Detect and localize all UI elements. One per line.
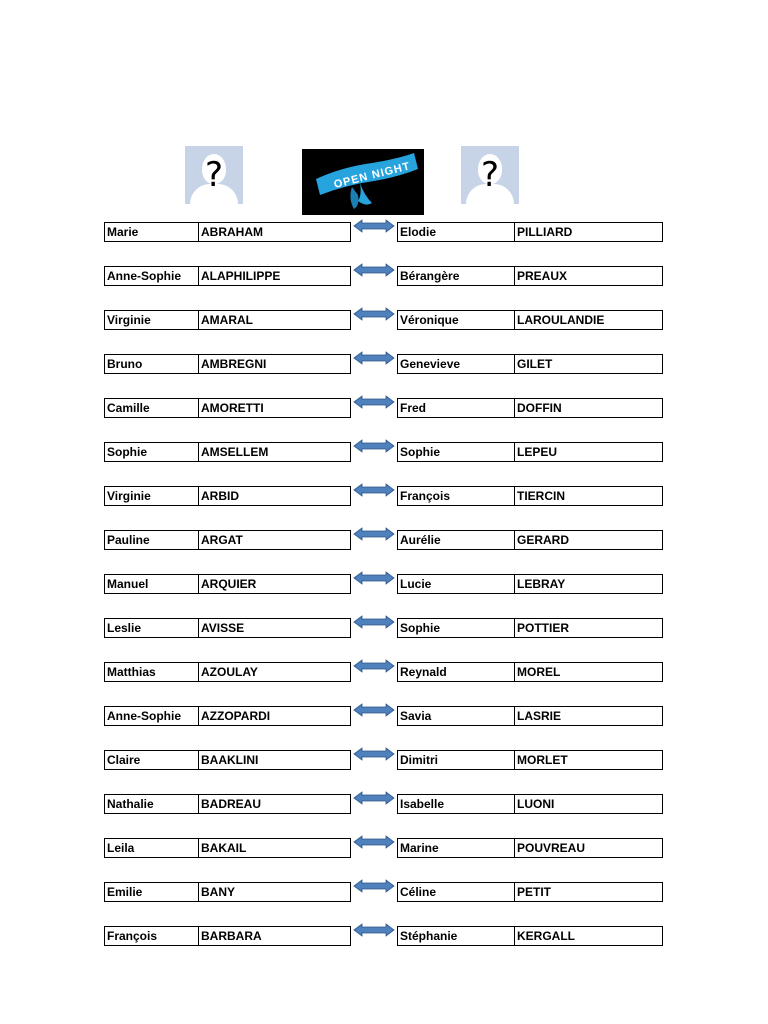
pair-row (104, 882, 664, 902)
left-avatar-placeholder (185, 146, 243, 204)
last-name-right: GILET (514, 354, 663, 374)
first-name-left: Virginie (104, 310, 199, 330)
last-name-left: ARGAT (198, 530, 351, 550)
first-name-left: Nathalie (104, 794, 199, 814)
double-arrow-icon (353, 350, 395, 366)
first-name-left: Emilie (104, 882, 199, 902)
first-name-right: Sophie (397, 618, 515, 638)
first-name-left: Anne-Sophie (104, 266, 199, 286)
pair-row (104, 838, 664, 858)
last-name-right: DOFFIN (514, 398, 663, 418)
first-name-right: Aurélie (397, 530, 515, 550)
pair-row (104, 706, 664, 726)
first-name-right: Isabelle (397, 794, 515, 814)
last-name-right: POUVREAU (514, 838, 663, 858)
first-name-right: Genevieve (397, 354, 515, 374)
last-name-right: MORLET (514, 750, 663, 770)
first-name-right: François (397, 486, 515, 506)
last-name-left: AMBREGNI (198, 354, 351, 374)
pair-row (104, 310, 664, 330)
first-name-right: Fred (397, 398, 515, 418)
pair-row (104, 926, 664, 946)
last-name-right: LAROULANDIE (514, 310, 663, 330)
pair-row (104, 222, 664, 242)
last-name-right: LEPEU (514, 442, 663, 462)
first-name-left: Marie (104, 222, 199, 242)
first-name-left: Camille (104, 398, 199, 418)
pair-row (104, 530, 664, 550)
first-name-right: Lucie (397, 574, 515, 594)
first-name-right: Véronique (397, 310, 515, 330)
last-name-right: PREAUX (514, 266, 663, 286)
first-name-right: Sophie (397, 442, 515, 462)
first-name-left: Manuel (104, 574, 199, 594)
double-arrow-icon (353, 306, 395, 322)
first-name-right: Marine (397, 838, 515, 858)
first-name-left: Pauline (104, 530, 199, 550)
last-name-left: BANY (198, 882, 351, 902)
last-name-left: BAAKLINI (198, 750, 351, 770)
last-name-left: ALAPHILIPPE (198, 266, 351, 286)
last-name-right: TIERCIN (514, 486, 663, 506)
double-arrow-icon (353, 526, 395, 542)
double-arrow-icon (353, 394, 395, 410)
first-name-right: Bérangère (397, 266, 515, 286)
last-name-right: PETIT (514, 882, 663, 902)
last-name-right: MOREL (514, 662, 663, 682)
pair-row (104, 574, 664, 594)
first-name-left: Sophie (104, 442, 199, 462)
last-name-right: LASRIE (514, 706, 663, 726)
right-avatar-placeholder (461, 146, 519, 204)
left-avatar-question-mark: ? (204, 155, 224, 195)
double-arrow-icon (353, 878, 395, 894)
double-arrow-icon (353, 834, 395, 850)
last-name-left: BARBARA (198, 926, 351, 946)
pair-row (104, 398, 664, 418)
pair-row (104, 750, 664, 770)
last-name-left: BADREAU (198, 794, 351, 814)
last-name-right: POTTIER (514, 618, 663, 638)
last-name-right: PILLIARD (514, 222, 663, 242)
first-name-right: Stéphanie (397, 926, 515, 946)
open-night-logo (302, 149, 424, 215)
double-arrow-icon (353, 570, 395, 586)
last-name-left: ARQUIER (198, 574, 351, 594)
double-arrow-icon (353, 614, 395, 630)
first-name-left: Leslie (104, 618, 199, 638)
last-name-left: AZOULAY (198, 662, 351, 682)
pair-row (104, 354, 664, 374)
last-name-left: ABRAHAM (198, 222, 351, 242)
last-name-right: LEBRAY (514, 574, 663, 594)
double-arrow-icon (353, 262, 395, 278)
first-name-right: Céline (397, 882, 515, 902)
first-name-right: Elodie (397, 222, 515, 242)
logo-text: OPEN NIGHT (332, 160, 412, 191)
double-arrow-icon (353, 922, 395, 938)
first-name-left: Bruno (104, 354, 199, 374)
double-arrow-icon (353, 438, 395, 454)
double-arrow-icon (353, 702, 395, 718)
right-avatar-question-mark: ? (480, 155, 500, 195)
double-arrow-icon (353, 218, 395, 234)
first-name-left: Virginie (104, 486, 199, 506)
first-name-right: Dimitri (397, 750, 515, 770)
first-name-left: Matthias (104, 662, 199, 682)
last-name-left: AVISSE (198, 618, 351, 638)
double-arrow-icon (353, 746, 395, 762)
last-name-left: AMARAL (198, 310, 351, 330)
first-name-left: Leila (104, 838, 199, 858)
pair-row (104, 442, 664, 462)
pair-row (104, 618, 664, 638)
double-arrow-icon (353, 790, 395, 806)
double-arrow-icon (353, 658, 395, 674)
pair-row (104, 662, 664, 682)
first-name-right: Savia (397, 706, 515, 726)
pair-row (104, 794, 664, 814)
last-name-right: KERGALL (514, 926, 663, 946)
double-arrow-icon (353, 482, 395, 498)
first-name-left: François (104, 926, 199, 946)
last-name-left: AMORETTI (198, 398, 351, 418)
pair-row (104, 266, 664, 286)
first-name-right: Reynald (397, 662, 515, 682)
first-name-left: Claire (104, 750, 199, 770)
last-name-left: AZZOPARDI (198, 706, 351, 726)
pair-row (104, 486, 664, 506)
last-name-right: GERARD (514, 530, 663, 550)
last-name-left: AMSELLEM (198, 442, 351, 462)
open-night-banner-icon (302, 149, 424, 215)
last-name-left: BAKAIL (198, 838, 351, 858)
last-name-right: LUONI (514, 794, 663, 814)
first-name-left: Anne-Sophie (104, 706, 199, 726)
last-name-left: ARBID (198, 486, 351, 506)
